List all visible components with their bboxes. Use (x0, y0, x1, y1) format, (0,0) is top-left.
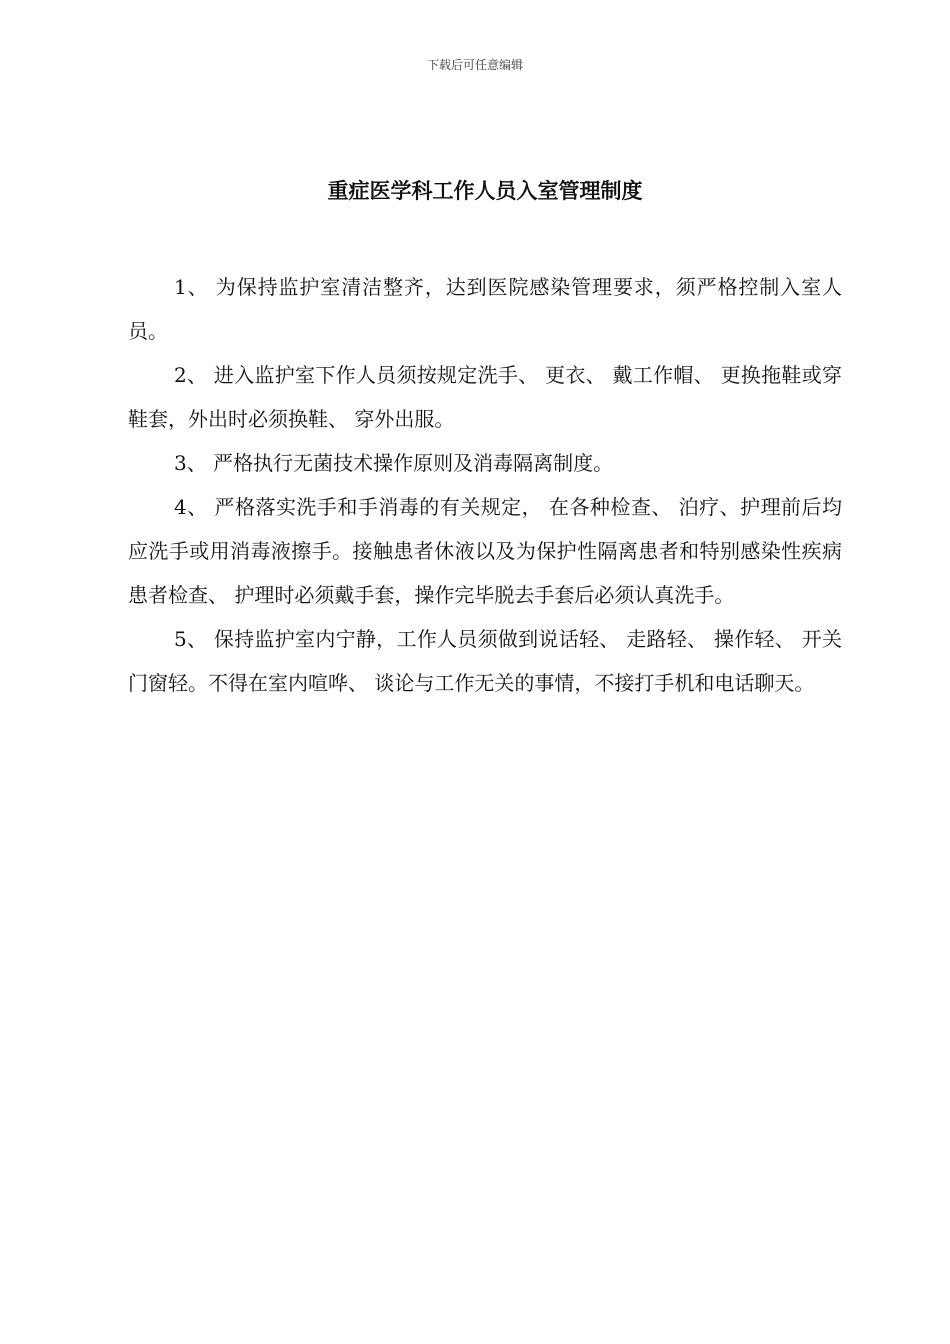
document-body (128, 265, 842, 705)
page-title: 重症医学科工作人员入室管理制度 (327, 179, 643, 203)
paragraph-5: 5、 保持监护室内宁静，工作人员须做到说话轻、 走路轻、 操作轻、 开关门窗轻。不得在室内喧哗、 谈论与工作无关的事情，不接打手机和电话聊天。 (128, 627, 842, 695)
paragraph-2: 2、 进入监护室下作人员须按规定洗手、 更衣、 戴工作帽、 更换拖鞋或穿鞋套，外出时必须换鞋、 穿外出服。 (128, 363, 842, 431)
paragraph-3: 3、 严格执行无菌技术操作原则及消毒隔离制度。 (174, 451, 614, 475)
paragraph-4: 4、 严格落实洗手和手消毒的有关规定， 在各种检查、 泊疗、护理前后均应洗手或用消毒液擦手。接触患者休液以及为保护性隔离患者和特别感染性疾病患者检查、 护理时必须戴手套，操作完毕脱去手套后必须认真洗手。 (128, 495, 842, 607)
paragraph-1: 1、 为保持监护室清洁整齐，达到医院感染管理要求，须严格控制入室人员。 (128, 275, 842, 343)
header-note: 下载后可任意编辑 (426, 58, 523, 72)
